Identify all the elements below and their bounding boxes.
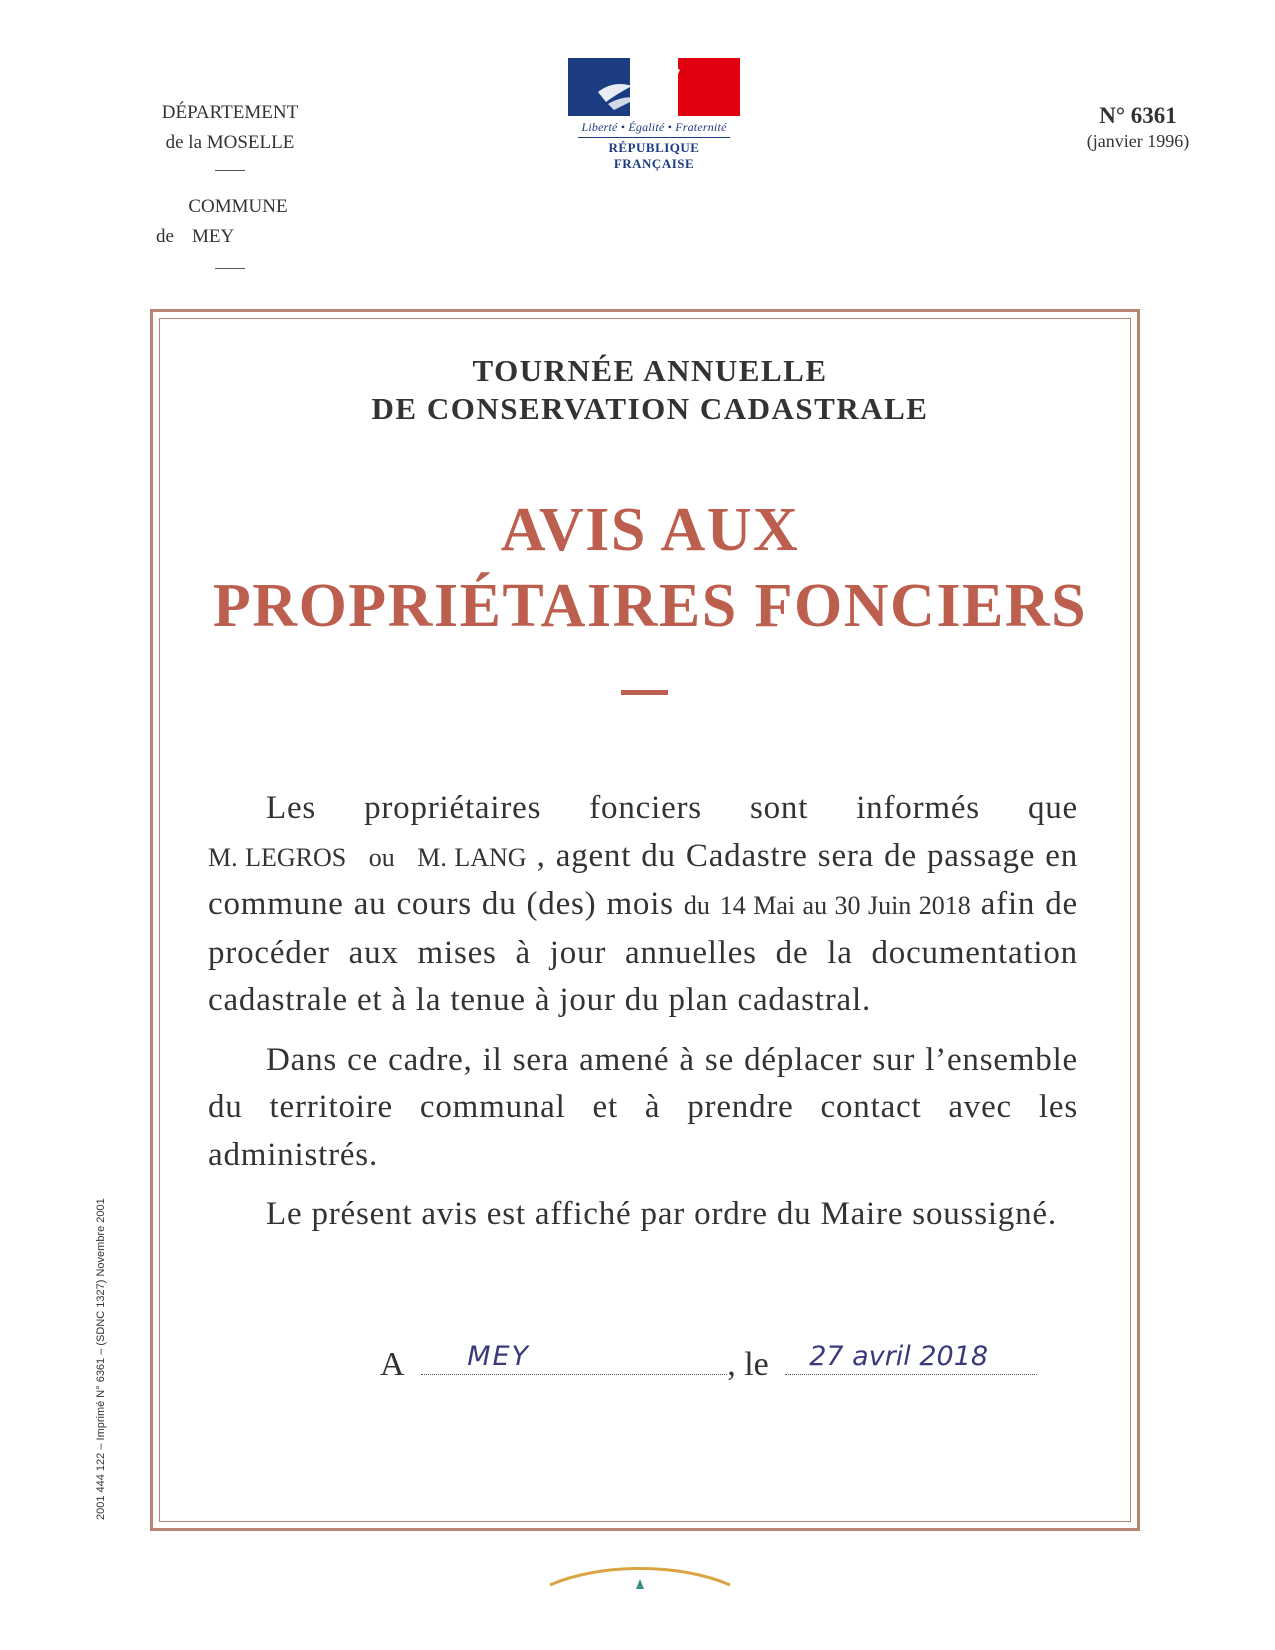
p1-end: afin de procéder aux mises à jour annuelles de la documentation cadastrale et à la tenue à jour du plan cadastral. bbox=[208, 886, 1078, 1018]
place-field bbox=[421, 1340, 727, 1375]
republic-label: RÉPUBLIQUE FRANÇAISE bbox=[608, 140, 700, 171]
subtitle-line-1: TOURNÉE ANNUELLE bbox=[472, 353, 828, 388]
paragraph-1 bbox=[208, 785, 1078, 1025]
subtitle-line-2: DE CONSERVATION CADASTRALE bbox=[371, 391, 929, 426]
p1-start: Les propriétaires fonciers sont informés que bbox=[266, 790, 1078, 826]
marianne-flag-icon bbox=[568, 58, 740, 116]
republic-logo bbox=[568, 58, 740, 172]
notice-body bbox=[208, 785, 1078, 1251]
notice-title bbox=[180, 492, 1120, 644]
p1-middle: , agent du Cadastre sera de passage en commune au cours du (des) mois bbox=[208, 837, 1078, 922]
title-line-2: PROPRIÉTAIRES FONCIERS bbox=[212, 572, 1088, 640]
paragraph-3: Le présent avis est affiché par ordre du Maire soussigné. bbox=[266, 1196, 1057, 1232]
date-field bbox=[785, 1340, 1037, 1375]
footer-arc-icon bbox=[540, 1555, 740, 1595]
motto-divider bbox=[578, 137, 730, 138]
form-number: N° 6361 bbox=[1099, 103, 1177, 128]
place-prefix: A bbox=[380, 1346, 403, 1383]
divider bbox=[215, 170, 245, 171]
department-name: de la MOSELLE bbox=[165, 132, 295, 153]
agent-names: M. LEGROS ou M. LANG bbox=[208, 842, 527, 872]
divider bbox=[215, 268, 245, 269]
period-prefix: du bbox=[683, 891, 710, 920]
form-reference bbox=[1058, 103, 1218, 152]
commune-block bbox=[118, 192, 338, 252]
department-label: DÉPARTEMENT bbox=[161, 102, 299, 123]
date-prefix: , le bbox=[727, 1346, 769, 1383]
commune-prefix: de bbox=[156, 226, 174, 247]
notice-subtitle bbox=[300, 352, 1000, 428]
period: 14 Mai au 30 Juin 2018 bbox=[719, 891, 971, 920]
commune-label: COMMUNE bbox=[188, 196, 288, 217]
title-divider bbox=[621, 690, 668, 695]
title-line-1: AVIS AUX bbox=[500, 496, 800, 564]
motto: Liberté • Égalité • Fraternité bbox=[581, 120, 727, 134]
paragraph-2: Dans ce cadre, il sera amené à se déplacer sur l’ensemble du territoire communal et à prendre contact avec les administrés. bbox=[208, 1041, 1078, 1173]
date-handwritten: 27 avril 2018 bbox=[809, 1341, 989, 1372]
department-block bbox=[120, 98, 340, 158]
form-date: (janvier 1996) bbox=[1086, 131, 1190, 151]
commune-name: MEY bbox=[191, 226, 235, 247]
place-date-line bbox=[380, 1340, 1080, 1384]
print-reference: 2001 444 122 – Imprimé N° 6361 – (SDNC 1327) Novembre 2001 bbox=[95, 1198, 107, 1520]
commune-name-line bbox=[118, 222, 338, 252]
place-handwritten: MEY bbox=[467, 1341, 531, 1372]
